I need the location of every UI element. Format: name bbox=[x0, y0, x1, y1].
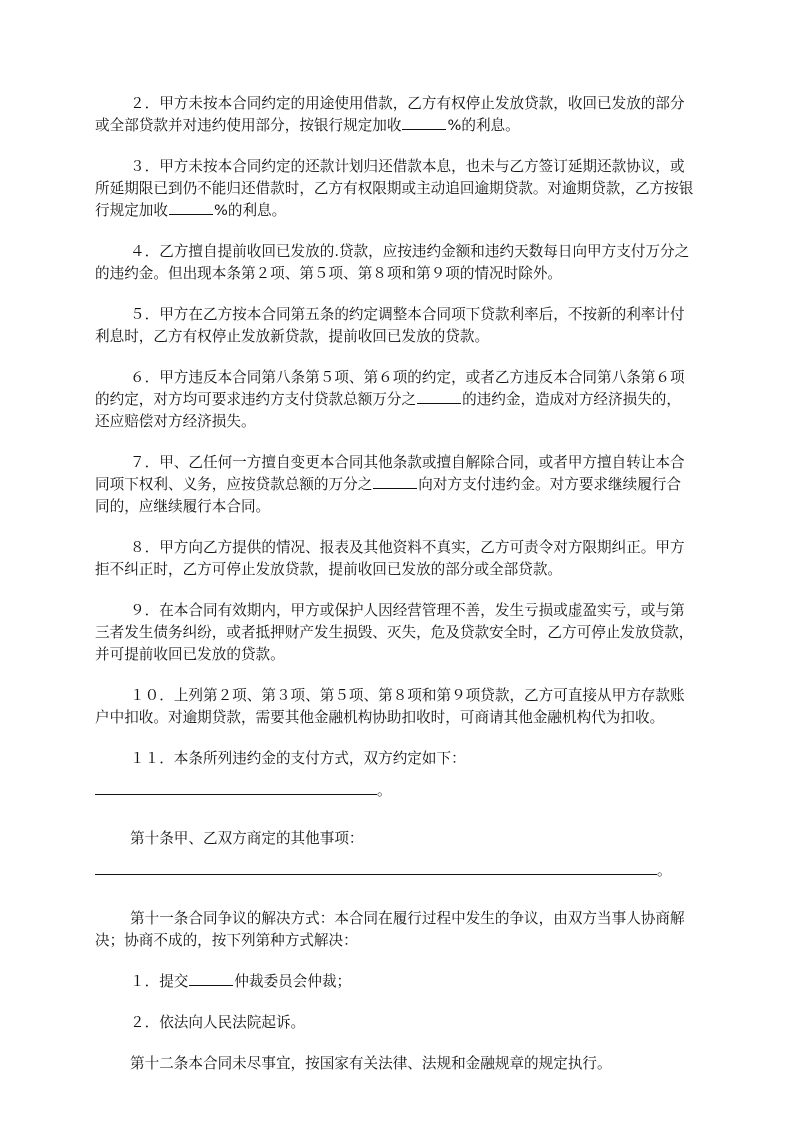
clause-text: ９．在本合同有效期内，甲方或保护人因经营管理不善，发生亏损或虚盈实亏，或与第三者发生债务纠纷，或者抵押财产发生损毁、灭失，危及贷款安全时，乙方可停止发放贷款，并可提前收回已发放的贷款。 bbox=[95, 602, 694, 663]
article-12 bbox=[95, 1053, 695, 1075]
clause-8 bbox=[95, 537, 695, 581]
underline-blank bbox=[95, 778, 377, 795]
clause-3 bbox=[95, 156, 695, 222]
article-11 bbox=[95, 908, 695, 952]
clause-2 bbox=[95, 93, 695, 137]
clause-text: ３．甲方未按本合同约定的还款计划归还借款本息，也未与乙方签订延期还款协议，或所延期限已到仍不能归还借款时，乙方有权限期或主动追回逾期贷款。对逾期贷款，乙方按银行规定加收 bbox=[95, 158, 694, 219]
option-1 bbox=[95, 971, 695, 993]
clause-text-after: %的利息。 bbox=[213, 202, 287, 219]
blank-field bbox=[189, 971, 233, 986]
article-text: 第十条甲、乙双方商定的其他事项： bbox=[130, 830, 364, 847]
clause-text-after: %的利息。 bbox=[447, 117, 520, 134]
clause-9 bbox=[95, 600, 695, 666]
contract-page bbox=[95, 93, 695, 1094]
clause-text: １０．上列第２项、第３项、第５项、第８项和第９项贷款，乙方可直接从甲方存款账户中扣收。对逾期贷款，需要其他金融机构协助扣收时，可商请其他金融机构代为扣收。 bbox=[95, 687, 685, 726]
article-10 bbox=[95, 828, 695, 850]
option-text-after: 仲裁委员会仲裁； bbox=[234, 973, 352, 990]
clause-11-fill-line bbox=[95, 778, 695, 802]
period: 。 bbox=[377, 782, 392, 799]
clause-7 bbox=[95, 452, 695, 518]
blank-field bbox=[402, 115, 446, 130]
clause-text: １１．本条所列违约金的支付方式，双方约定如下： bbox=[130, 750, 466, 767]
clause-11 bbox=[95, 748, 695, 770]
clause-text-after: 的违约金，造成对方经济损失的，还应赔偿对方经济损失。 bbox=[95, 391, 681, 430]
article-text: 第十一条合同争议的解决方式：本合同在履行过程中发生的争议，由双方当事人协商解决；协商不成的，按下列第种方式解决： bbox=[95, 910, 685, 949]
article-text: 第十二条本合同未尽事宜，按国家有关法律、法规和金融规章的规定执行。 bbox=[130, 1055, 612, 1072]
article-10-fill-line bbox=[95, 858, 695, 882]
blank-field bbox=[169, 200, 213, 215]
clause-text: ７．甲、乙任何一方擅自变更本合同其他条款或擅自解除合同，或者甲方擅自转让本合同项下权利、义务，应按贷款总额的万分之 bbox=[95, 454, 685, 493]
clause-4 bbox=[95, 241, 695, 285]
blank-field bbox=[373, 474, 417, 489]
clause-text: ４．乙方擅自提前收回已发放的.贷款，应按违约金额和违约天数每日向甲方支付万分之的违约金。但出现本条第２项、第５项、第８项和第９项的情况时除外。 bbox=[95, 243, 690, 282]
clause-text-after: 向对方支付违约金。对方要求继续履行合同的，应继续履行本合同。 bbox=[95, 476, 681, 515]
clause-5 bbox=[95, 304, 695, 348]
underline-blank bbox=[95, 858, 657, 875]
option-2 bbox=[95, 1012, 695, 1034]
clause-text: ６．甲方违反本合同第八条第５项、第６项的约定，或者乙方违反本合同第八条第６项的约定，对方均可要求违约方支付贷款总额万分之 bbox=[95, 369, 685, 408]
period: 。 bbox=[657, 862, 672, 879]
option-text: １．提交 bbox=[130, 973, 189, 990]
clause-text: ５．甲方在乙方按本合同第五条的约定调整本合同项下贷款利率后，不按新的利率计付利息时，乙方有权停止发放新贷款，提前收回已发放的贷款。 bbox=[95, 306, 685, 345]
clause-6 bbox=[95, 367, 695, 433]
clause-text: ８．甲方向乙方提供的情况、报表及其他资料不真实，乙方可责令对方限期纠正。甲方拒不纠正时，乙方可停止发放贷款，提前收回已发放的部分或全部贷款。 bbox=[95, 539, 685, 578]
clause-10 bbox=[95, 685, 695, 729]
option-text: ２．依法向人民法院起诉。 bbox=[130, 1014, 306, 1031]
blank-field bbox=[417, 389, 461, 404]
clause-text: ２．甲方未按本合同约定的用途使用借款，乙方有权停止发放贷款，收回已发放的部分或全部贷款并对违约使用部分，按银行规定加收 bbox=[95, 95, 685, 134]
